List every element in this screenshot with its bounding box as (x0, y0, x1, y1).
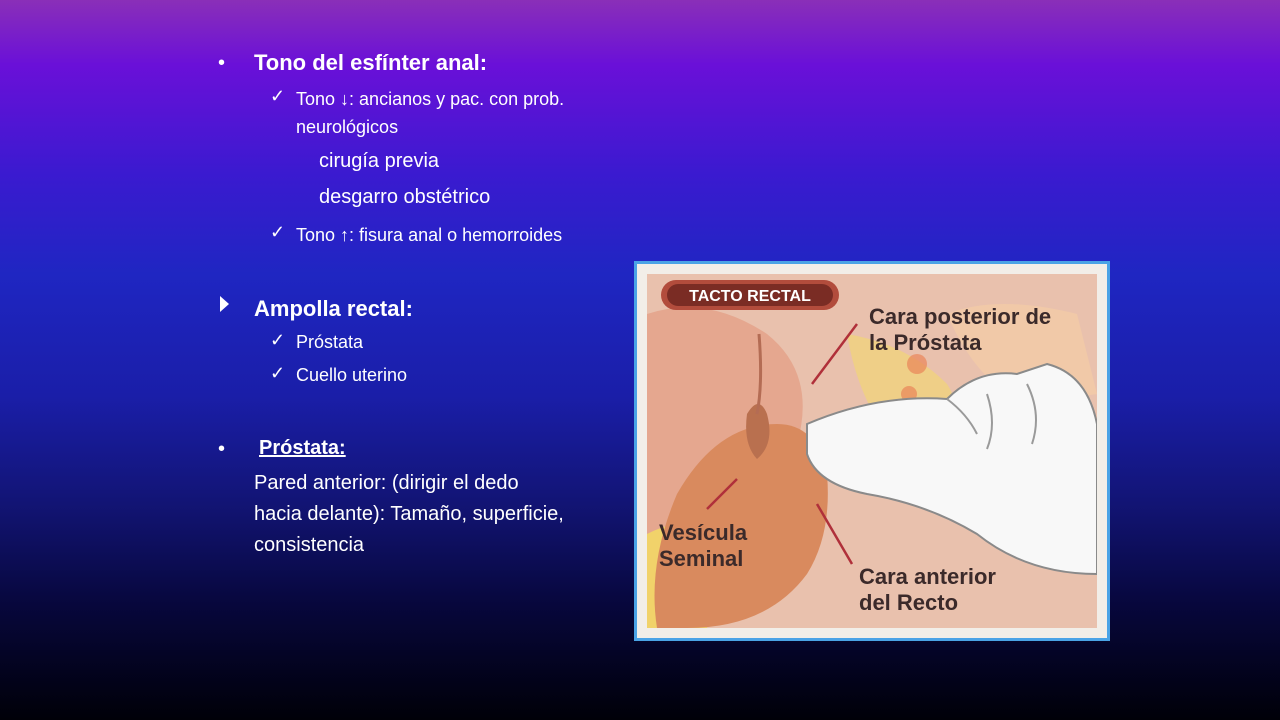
paragraph-line: Pared anterior: (dirigir el dedo (254, 472, 519, 494)
item-text: : ancianos y pac. con prob. (349, 89, 565, 109)
list-item-tono-bajo (296, 89, 564, 110)
bullet-dot: • (218, 438, 226, 460)
arrow-up-icon: ↑ (340, 225, 350, 245)
label-seminal: Seminal (659, 546, 744, 571)
checkmark-icon: ✓ (270, 330, 286, 350)
illustration-canvas (647, 274, 1097, 628)
list-item-prostata: Próstata (296, 332, 364, 352)
triangle-bullet-icon (220, 296, 229, 312)
item-prefix: Tono (296, 225, 341, 245)
paragraph-line: consistencia (254, 534, 365, 556)
paragraph-line: hacia delante): Tamaño, superficie, (254, 503, 564, 525)
figure-title: TACTO RECTAL (689, 288, 811, 305)
bullet-dot: • (218, 52, 226, 74)
sub-item-desgarro: desgarro obstétrico (319, 186, 491, 208)
label-la-prostata: la Próstata (869, 330, 982, 355)
section-heading-ampolla: Ampolla rectal: (254, 296, 413, 321)
arrow-down-icon: ↓ (340, 89, 350, 109)
sub-item-cirugia: cirugía previa (319, 150, 440, 172)
rectal-exam-drawing (647, 274, 1097, 628)
label-cara-posterior: Cara posterior de (869, 304, 1052, 329)
section-heading-tono: Tono del esfínter anal: (254, 50, 488, 75)
label-vesicula: Vesícula (659, 520, 748, 545)
list-item-tono-alto (296, 225, 562, 246)
checkmark-icon: ✓ (270, 363, 286, 383)
list-item-cuello-uterino: Cuello uterino (296, 365, 408, 385)
list-item-continuation: neurológicos (296, 117, 399, 137)
label-del-recto: del Recto (859, 590, 959, 615)
item-prefix: Tono (296, 89, 341, 109)
section-heading-prostata: Próstata: (259, 437, 346, 459)
item-text: : fisura anal o hemorroides (349, 225, 563, 245)
checkmark-icon: ✓ (270, 86, 286, 106)
anatomy-illustration (634, 261, 1110, 641)
checkmark-icon: ✓ (270, 222, 286, 242)
label-cara-anterior: Cara anterior (859, 564, 996, 589)
